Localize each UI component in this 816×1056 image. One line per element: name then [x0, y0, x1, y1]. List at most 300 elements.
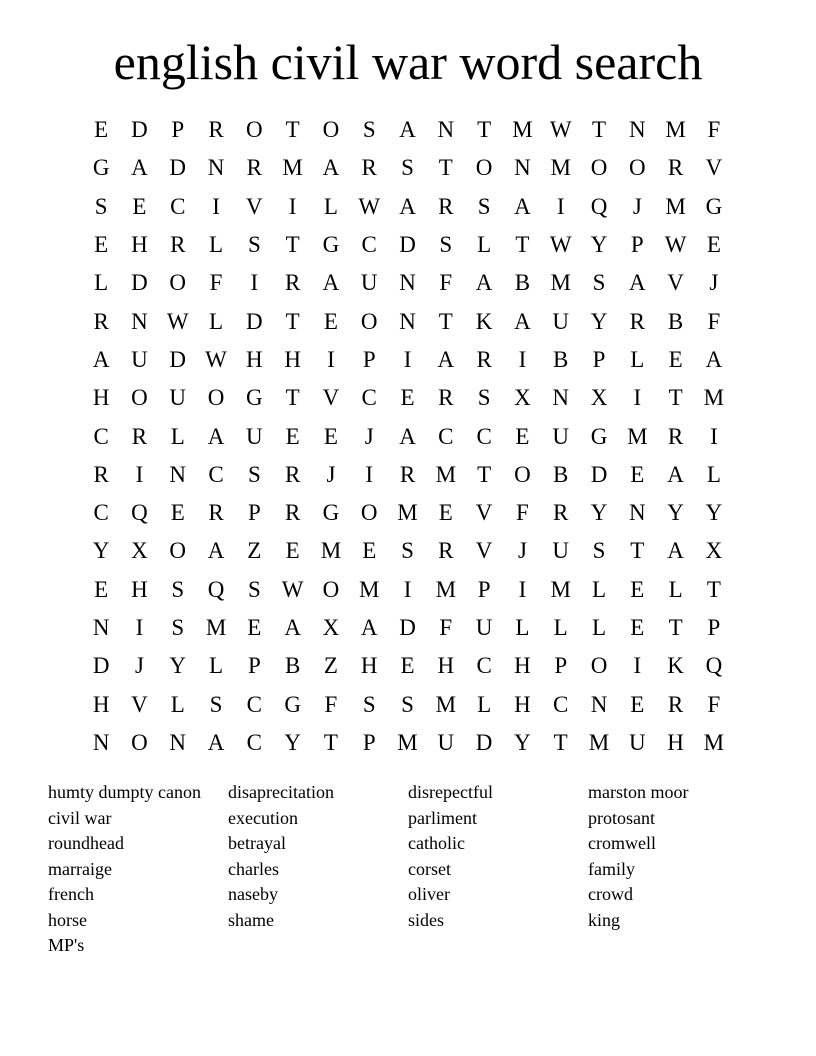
grid-letter: L — [630, 346, 645, 372]
word-item: king — [588, 909, 621, 930]
grid-letter: I — [403, 346, 412, 372]
grid-letter: Z — [247, 538, 262, 564]
grid-letter: H — [246, 346, 263, 372]
grid-letter: F — [707, 117, 721, 143]
grid-row — [82, 188, 734, 226]
grid-letter: D — [169, 346, 187, 372]
grid-letter: R — [208, 117, 224, 143]
grid-row — [82, 226, 734, 264]
grid-letter: G — [246, 385, 263, 411]
grid-letter: M — [703, 385, 725, 411]
grid-letter: S — [171, 615, 185, 640]
grid-letter: A — [322, 270, 340, 296]
grid-letter: F — [707, 691, 721, 717]
grid-letter: N — [590, 691, 608, 717]
word-item: disaprecitation — [228, 782, 334, 802]
grid-letter: M — [588, 729, 610, 755]
word-list-column — [588, 780, 768, 959]
grid-row — [82, 724, 734, 762]
grid-letter: A — [360, 615, 378, 640]
grid-letter: O — [590, 155, 608, 181]
grid-letter: A — [475, 270, 493, 296]
grid-letter: R — [438, 193, 454, 219]
grid-letter: H — [360, 653, 378, 679]
grid-letter: E — [323, 308, 338, 334]
grid-letter: E — [668, 346, 683, 372]
grid-letter: P — [362, 729, 376, 755]
grid-letter: T — [553, 729, 568, 755]
grid-letter: R — [438, 385, 454, 411]
grid-letter: P — [707, 615, 721, 640]
grid-letter: R — [438, 538, 454, 564]
grid-letter: Y — [284, 729, 301, 755]
grid-letter: N — [437, 117, 455, 143]
grid-letter: O — [246, 117, 263, 143]
word-item: MP's — [48, 935, 85, 955]
grid-letter: Y — [169, 653, 187, 679]
grid-letter: T — [285, 385, 300, 411]
grid-letter: J — [709, 270, 719, 296]
grid-letter: G — [322, 500, 340, 526]
grid-letter: H — [667, 729, 684, 755]
word-item: cromwell — [588, 833, 656, 853]
grid-letter: F — [324, 691, 338, 717]
grid-letter: A — [514, 193, 531, 219]
grid-letter: Y — [705, 500, 723, 526]
word-list — [48, 780, 768, 959]
word-item: disrepectful — [408, 782, 493, 802]
grid-letter: V — [246, 193, 263, 219]
grid-letter: S — [209, 691, 223, 717]
grid-letter: A — [437, 346, 455, 372]
word-item: marraige — [48, 858, 112, 879]
grid-letter: M — [703, 729, 725, 755]
grid-letter: T — [438, 308, 453, 334]
grid-letter: E — [94, 232, 109, 258]
grid-letter: G — [92, 155, 110, 181]
grid-letter: V — [131, 691, 148, 717]
grid-letter: A — [284, 615, 301, 640]
grid-letter: H — [284, 346, 301, 372]
grid-letter: I — [212, 193, 220, 219]
grid-letter: T — [438, 155, 453, 181]
grid-letter: W — [549, 232, 572, 258]
grid-row — [82, 302, 734, 340]
grid-letter: L — [515, 615, 530, 640]
grid-letter: H — [514, 691, 531, 717]
grid-letter: M — [665, 193, 686, 219]
grid-letter: L — [668, 576, 683, 602]
word-item: family — [588, 858, 635, 879]
grid-letter: E — [630, 615, 645, 640]
grid-letter: M — [397, 729, 418, 755]
grid-letter: S — [94, 193, 108, 219]
word-item: protosant — [588, 807, 655, 828]
grid-letter: C — [361, 232, 377, 258]
grid-letter: D — [590, 461, 608, 487]
grid-letter: L — [209, 653, 224, 679]
word-list-column — [408, 780, 588, 959]
grid-letter: E — [285, 538, 300, 564]
grid-letter: R — [667, 423, 684, 449]
grid-letter: Q — [131, 500, 148, 526]
grid-letter: O — [131, 385, 148, 411]
grid-row — [82, 571, 734, 609]
grid-row — [82, 149, 734, 187]
grid-letter: T — [591, 117, 607, 143]
grid-row — [82, 264, 734, 302]
grid-letter: Y — [590, 232, 608, 258]
grid-letter: Q — [207, 576, 225, 602]
grid-letter: U — [169, 385, 187, 411]
grid-letter: E — [630, 461, 645, 487]
grid-letter: L — [170, 691, 185, 717]
grid-letter: H — [514, 653, 531, 679]
grid-letter: N — [131, 308, 148, 334]
grid-letter: R — [399, 461, 416, 487]
grid-letter: S — [362, 117, 376, 143]
grid-letter: A — [399, 117, 416, 143]
grid-letter: E — [400, 653, 415, 679]
grid-letter: V — [322, 385, 340, 411]
grid-letter: I — [518, 346, 527, 372]
grid-letter: O — [322, 117, 340, 143]
letter-grid — [82, 111, 734, 762]
grid-letter: S — [247, 576, 261, 602]
grid-letter: P — [630, 232, 644, 258]
grid-letter: S — [439, 232, 453, 258]
grid-letter: M — [435, 691, 457, 717]
grid-row — [82, 456, 734, 494]
grid-letter: Y — [590, 500, 608, 526]
grid-letter: L — [170, 423, 185, 449]
grid-letter: S — [477, 193, 491, 219]
grid-letter: R — [667, 155, 684, 181]
grid-letter: S — [401, 538, 414, 564]
word-item: catholic — [408, 833, 465, 853]
grid-letter: R — [170, 232, 186, 258]
grid-letter: H — [92, 691, 110, 717]
grid-letter: F — [439, 615, 453, 640]
grid-letter: N — [514, 155, 531, 181]
grid-letter: T — [477, 461, 492, 487]
grid-letter: R — [361, 155, 377, 181]
word-item: roundhead — [48, 833, 124, 853]
word-item: betrayal — [228, 833, 286, 853]
grid-letter: M — [205, 615, 227, 640]
grid-letter: D — [131, 117, 148, 143]
grid-letter: P — [592, 346, 606, 372]
grid-letter: J — [632, 193, 642, 219]
grid-letter: M — [665, 117, 686, 143]
grid-letter: Y — [92, 538, 110, 564]
grid-row — [82, 111, 734, 149]
grid-letter: V — [475, 500, 493, 526]
page-title: english civil war word search — [113, 34, 703, 90]
grid-letter: U — [246, 423, 263, 449]
grid-letter: M — [550, 576, 571, 602]
grid-letter: E — [285, 423, 300, 449]
grid-letter: D — [131, 270, 148, 296]
grid-letter: W — [358, 193, 381, 219]
grid-letter: Q — [590, 193, 608, 219]
grid-letter: F — [707, 308, 721, 334]
grid-row — [82, 647, 734, 685]
grid-letter: G — [284, 691, 301, 717]
grid-letter: U — [131, 346, 148, 372]
grid-letter: O — [322, 576, 340, 602]
grid-letter: E — [630, 576, 645, 602]
grid-letter: T — [323, 729, 338, 755]
grid-letter: E — [94, 576, 109, 602]
grid-letter: G — [322, 232, 340, 258]
grid-letter: E — [630, 691, 645, 717]
grid-row — [82, 494, 734, 532]
grid-letter: I — [365, 461, 374, 487]
word-item: civil war — [48, 807, 112, 828]
grid-letter: E — [132, 193, 147, 219]
grid-letter: N — [169, 461, 187, 487]
word-item: corset — [408, 858, 451, 879]
grid-letter: C — [208, 461, 224, 487]
grid-letter: S — [247, 461, 261, 487]
grid-letter: A — [322, 155, 340, 181]
word-item: parliment — [408, 807, 477, 828]
grid-letter: A — [705, 346, 723, 372]
grid-letter: U — [628, 729, 646, 755]
grid-letter: P — [554, 653, 568, 679]
word-item: marston moor — [588, 782, 689, 802]
grid-letter: E — [247, 615, 262, 640]
grid-letter: P — [362, 346, 376, 372]
grid-letter: N — [399, 270, 416, 296]
grid-letter: I — [135, 615, 144, 640]
grid-letter: W — [205, 346, 227, 372]
grid-row — [82, 609, 734, 647]
word-item: crowd — [588, 884, 633, 904]
grid-letter: L — [706, 461, 721, 487]
grid-letter: S — [171, 576, 185, 602]
grid-letter: R — [208, 500, 224, 526]
grid-letter: M — [550, 155, 571, 181]
grid-letter: W — [664, 232, 687, 258]
grid-letter: T — [706, 576, 721, 602]
grid-letter: O — [590, 653, 608, 679]
grid-letter: E — [170, 500, 185, 526]
grid-letter: T — [668, 615, 683, 640]
grid-letter: C — [246, 691, 262, 717]
word-list-column — [48, 780, 228, 959]
grid-letter: R — [93, 461, 109, 487]
grid-letter: G — [590, 423, 608, 449]
grid-letter: U — [360, 270, 378, 296]
grid-letter: C — [438, 423, 454, 449]
grid-letter: I — [403, 576, 412, 602]
grid-letter: C — [476, 653, 492, 679]
grid-letter: V — [667, 270, 684, 296]
grid-letter: N — [399, 308, 416, 334]
grid-letter: T — [668, 385, 683, 411]
grid-letter: A — [667, 538, 684, 564]
grid-letter: C — [93, 500, 109, 526]
grid-letter: T — [515, 232, 530, 258]
grid-letter: X — [514, 385, 531, 411]
grid-letter: B — [553, 461, 569, 487]
grid-letter: D — [399, 615, 416, 640]
grid-letter: I — [556, 193, 565, 219]
grid-letter: D — [92, 653, 110, 679]
grid-row — [82, 341, 734, 379]
grid-letter: V — [475, 538, 493, 564]
grid-letter: X — [705, 538, 723, 564]
grid-letter: A — [207, 423, 225, 449]
grid-letter: B — [514, 270, 531, 296]
grid-letter: X — [590, 385, 608, 411]
grid-letter: L — [323, 193, 338, 219]
grid-letter: T — [285, 117, 300, 143]
grid-letter: A — [207, 538, 225, 564]
grid-letter: V — [705, 155, 723, 181]
grid-letter: M — [512, 117, 533, 143]
word-item: sides — [408, 909, 444, 930]
grid-letter: J — [134, 653, 144, 679]
grid-letter: I — [633, 385, 642, 411]
word-item: shame — [228, 909, 274, 930]
grid-row — [82, 417, 734, 455]
grid-letter: R — [93, 308, 109, 334]
grid-letter: O — [207, 385, 225, 411]
grid-letter: A — [667, 461, 684, 487]
grid-letter: C — [361, 385, 377, 411]
grid-letter: R — [284, 500, 301, 526]
grid-letter: E — [438, 500, 453, 526]
grid-letter: C — [93, 423, 109, 449]
grid-letter: N — [552, 385, 570, 411]
grid-letter: T — [630, 538, 645, 564]
grid-letter: I — [327, 346, 335, 372]
grid-letter: B — [667, 308, 684, 334]
word-item: charles — [228, 858, 279, 879]
grid-letter: R — [667, 691, 684, 717]
grid-letter: E — [362, 538, 377, 564]
grid-letter: E — [323, 423, 338, 449]
grid-letter: P — [171, 117, 185, 143]
grid-letter: J — [517, 538, 527, 564]
grid-letter: O — [169, 538, 187, 564]
grid-letter: B — [553, 346, 569, 372]
grid-letter: X — [131, 538, 148, 564]
grid-letter: L — [477, 232, 492, 258]
grid-letter: R — [284, 270, 301, 296]
word-item: horse — [48, 909, 87, 930]
grid-letter: T — [285, 232, 300, 258]
grid-letter: K — [667, 653, 684, 679]
grid-letter: G — [705, 193, 723, 219]
grid-letter: L — [477, 691, 492, 717]
grid-letter: S — [401, 155, 414, 181]
grid-letter: A — [399, 193, 416, 219]
grid-letter: F — [209, 270, 223, 296]
grid-letter: M — [435, 576, 457, 602]
grid-letter: Z — [323, 653, 338, 679]
grid-letter: S — [477, 385, 491, 411]
grid-letter: U — [437, 729, 455, 755]
grid-letter: C — [246, 729, 262, 755]
grid-letter: D — [475, 729, 493, 755]
grid-letter: H — [131, 576, 148, 602]
grid-letter: U — [552, 538, 570, 564]
grid-letter: W — [549, 117, 572, 143]
grid-letter: S — [592, 270, 606, 296]
grid-letter: P — [477, 576, 491, 602]
grid-letter: I — [288, 193, 297, 219]
word-item: humty dumpty canon — [48, 782, 201, 802]
grid-letter: D — [399, 232, 416, 258]
grid-letter: Y — [514, 729, 531, 755]
grid-letter: P — [247, 653, 261, 679]
word-item: oliver — [408, 884, 450, 904]
grid-letter: L — [209, 308, 224, 334]
grid-letter: S — [401, 691, 414, 717]
grid-letter: T — [285, 308, 300, 334]
grid-letter: A — [628, 270, 646, 296]
grid-letter: T — [477, 117, 492, 143]
grid-row — [82, 379, 734, 417]
grid-letter: S — [362, 691, 376, 717]
grid-letter: A — [514, 308, 531, 334]
grid-letter: U — [475, 615, 493, 640]
grid-letter: L — [591, 576, 607, 602]
grid-letter: U — [552, 308, 570, 334]
grid-letter: E — [94, 117, 109, 143]
grid-letter: Y — [667, 500, 684, 526]
grid-letter: B — [284, 653, 301, 679]
grid-letter: U — [552, 423, 570, 449]
grid-letter: W — [166, 308, 189, 334]
grid-letter: J — [326, 461, 336, 487]
grid-letter: F — [439, 270, 453, 296]
grid-letter: R — [246, 155, 262, 181]
word-item: french — [48, 884, 94, 904]
grid-row — [82, 532, 734, 570]
grid-letter: D — [169, 155, 187, 181]
grid-letter: L — [553, 615, 568, 640]
grid-letter: I — [518, 576, 527, 602]
grid-letter: O — [475, 155, 493, 181]
grid-letter: C — [553, 691, 569, 717]
grid-letter: H — [437, 653, 455, 679]
grid-letter: C — [170, 193, 186, 219]
grid-letter: O — [514, 461, 531, 487]
grid-letter: M — [627, 423, 648, 449]
grid-letter: N — [628, 117, 646, 143]
grid-letter: O — [628, 155, 646, 181]
grid-letter: R — [553, 500, 569, 526]
word-item: naseby — [228, 884, 278, 904]
grid-letter: I — [633, 653, 642, 679]
grid-letter: L — [591, 615, 607, 640]
grid-letter: C — [476, 423, 492, 449]
grid-letter: M — [435, 461, 457, 487]
grid-letter: N — [92, 729, 110, 755]
grid-letter: M — [320, 538, 342, 564]
grid-letter: M — [282, 155, 303, 181]
grid-letter: N — [628, 500, 646, 526]
grid-letter: R — [629, 308, 645, 334]
grid-letter: A — [92, 346, 110, 372]
grid-letter: O — [169, 270, 187, 296]
grid-letter: H — [92, 385, 110, 411]
